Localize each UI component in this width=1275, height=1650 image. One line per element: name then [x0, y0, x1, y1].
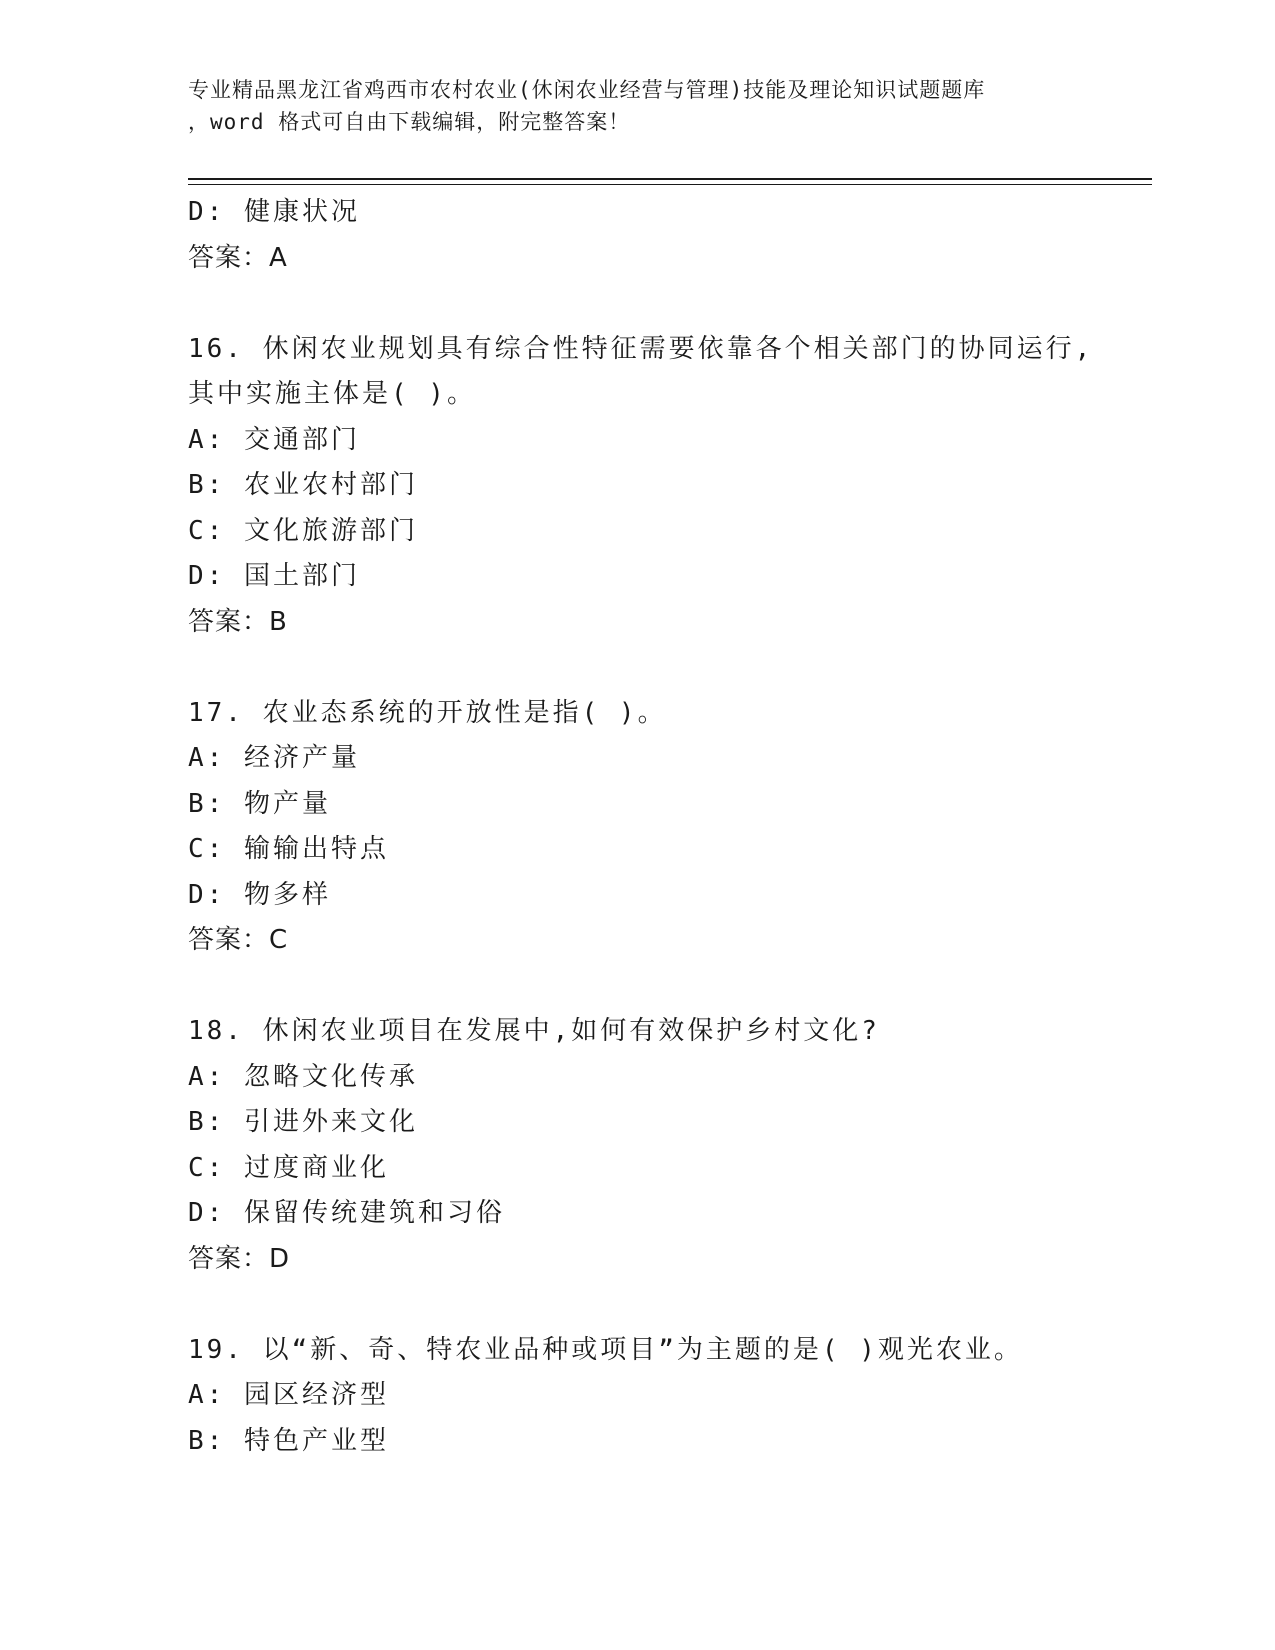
document-header [188, 74, 1148, 138]
header-title-line-2: ，word 格式可自由下载编辑，附完整答案！ [188, 110, 631, 134]
answer-line: 答案：D [188, 1243, 291, 1274]
spacer [188, 1282, 1148, 1328]
option-a: A: 交通部门 [188, 424, 360, 455]
option-d: D: 健康状况 [188, 197, 360, 227]
option-a: A: 忽略文化传承 [188, 1061, 418, 1092]
option-b: B: 物产量 [188, 788, 331, 819]
answer-line: 答案：B [188, 606, 288, 637]
question-stem: 17. 农业态系统的开放性是指( )。 [188, 697, 667, 728]
answer-line: 答案：C [188, 925, 289, 955]
option-d: D: 物多样 [188, 879, 331, 910]
spacer [188, 281, 1148, 327]
question-stem: 16. 休闲农业规划具有综合性特征需要依靠各个相关部门的协同运行, [188, 333, 1094, 364]
answer-line: 答案：A [188, 242, 288, 273]
option-a: A: 经济产量 [188, 743, 360, 773]
option-b: B: 农业农村部门 [188, 470, 418, 500]
question-16 [188, 327, 1148, 646]
option-b: B: 特色产业型 [188, 1425, 389, 1456]
question-stem: 18. 休闲农业项目在发展中,如何有效保护乡村文化? [188, 1016, 880, 1046]
question-stem: 19. 以“新、奇、特农业品种或项目”为主题的是( )观光农业。 [188, 1334, 1023, 1365]
option-b: B: 引进外来文化 [188, 1107, 418, 1137]
header-double-rule [188, 178, 1152, 185]
spacer [188, 964, 1148, 1010]
option-a: A: 园区经济型 [188, 1380, 389, 1410]
previous-question-fragment [188, 190, 1148, 281]
option-c: C: 输输出特点 [188, 834, 389, 864]
spacer [188, 645, 1148, 691]
option-c: C: 文化旅游部门 [188, 515, 418, 546]
question-19 [188, 1328, 1148, 1465]
question-17 [188, 691, 1148, 964]
question-list [188, 190, 1148, 1464]
option-d: D: 保留传统建筑和习俗 [188, 1198, 505, 1228]
header-title-line-1: 专业精品黑龙江省鸡西市农村农业(休闲农业经营与管理)技能及理论知识试题题库 [188, 78, 986, 102]
question-stem-continued: 其中实施主体是( )。 [188, 379, 476, 409]
option-d: D: 国土部门 [188, 561, 360, 591]
option-c: C: 过度商业化 [188, 1152, 389, 1183]
question-18 [188, 1009, 1148, 1282]
